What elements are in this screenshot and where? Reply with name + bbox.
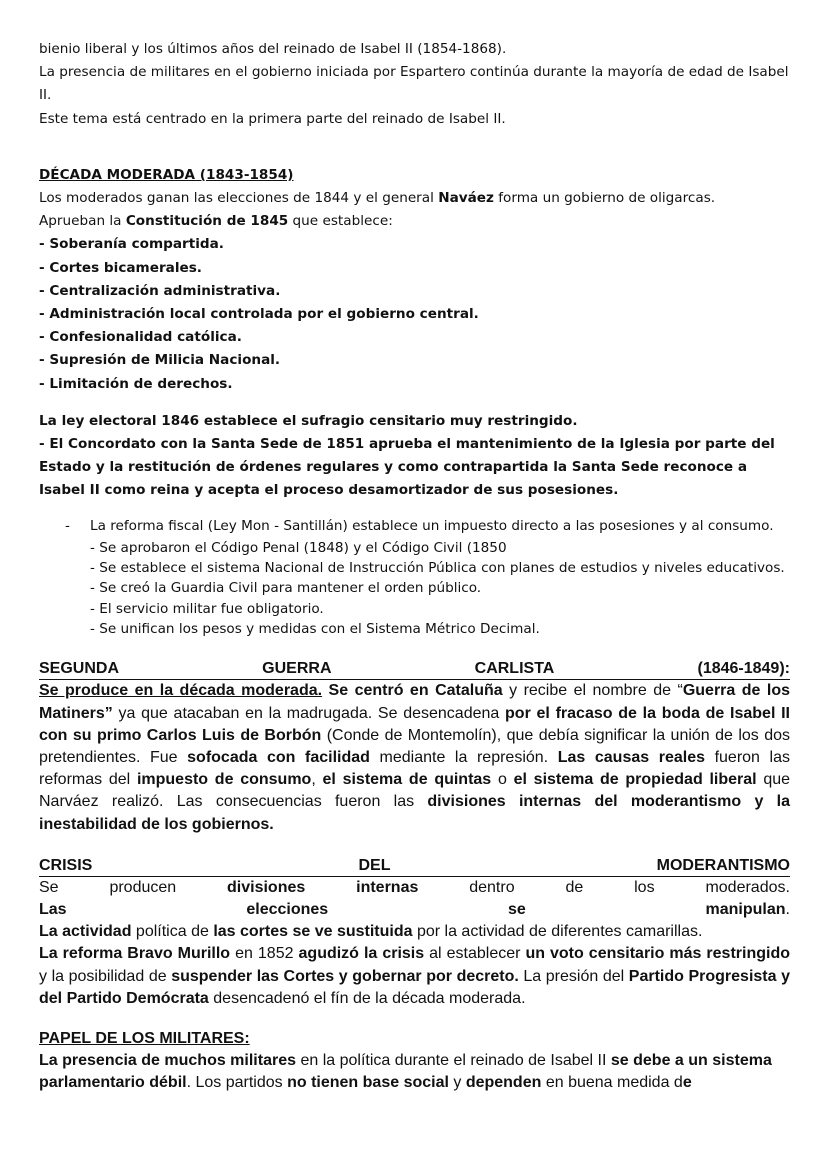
reform-dash: -: [65, 517, 70, 534]
constitution-item: - Limitación de derechos.: [39, 375, 233, 392]
reform-item: - Se creó la Guardia Civil para mantener el orden público.: [90, 580, 482, 597]
constitution-item: - Supresión de Milicia Nacional.: [39, 352, 281, 369]
reform-item: - El servicio militar fue obligatorio.: [90, 600, 324, 617]
constitution-item: - Centralización administrativa.: [39, 282, 281, 299]
reform-item: - Se unifican los pesos y medidas con el Sistema Métrico Decimal.: [90, 621, 540, 638]
intro-section: [39, 38, 790, 131]
document-page: [39, 38, 790, 1095]
carlista-heading: SEGUNDA GUERRA CARLISTA (1846-1849):: [39, 659, 790, 680]
intro-line-2: La presencia de militares en el gobierno iniciada por Espartero continúa durante la mayoría de edad de Isabel II.: [39, 64, 789, 104]
militares-paragraph: La presencia de muchos militares en la política durante el reinado de Isabel II se debe a un sistema parlamentario débil. Los partidos no tienen base social y dependen en buena medida de: [39, 1052, 772, 1092]
decada-section: [39, 164, 790, 640]
crisis-paragraph-3: La actividad política de las cortes se ve sustituida por la actividad de diferentes camarillas.: [39, 923, 703, 941]
militares-section: [39, 1028, 790, 1095]
reform-item: - Se aprobaron el Código Penal (1848) y el Código Civil (1850: [90, 539, 507, 556]
intro-line-3: Este tema está centrado en la primera parte del reinado de Isabel II.: [39, 110, 506, 127]
constitution-item: - Confesionalidad católica.: [39, 329, 242, 346]
concordato: - El Concordato con la Santa Sede de 1851 aprueba el mantenimiento de la Iglesia por parte del Estado y la restitución de órdenes regulares y como contrapartida la Santa Sede reconoce a Isabel II como reina y acepta el proceso desamortizador de sus posesiones.: [39, 436, 775, 499]
crisis-heading: CRISIS DEL MODERANTISMO: [39, 856, 790, 877]
decada-paragraph-1: Los moderados ganan las elecciones de 1844 y el general Naváez forma un gobierno de oligarcas.: [39, 190, 716, 207]
constitution-item: - Cortes bicamerales.: [39, 259, 202, 276]
constitution-item: - Soberanía compartida.: [39, 236, 224, 253]
carlista-section: [39, 659, 790, 835]
reform-item: - Se establece el sistema Nacional de Instrucción Pública con planes de estudios y niveles educativos.: [90, 560, 785, 577]
ley-electoral: La ley electoral 1846 establece el sufragio censitario muy restringido.: [39, 412, 578, 429]
crisis-section: [39, 856, 790, 1010]
crisis-paragraph-4: La reforma Bravo Murillo en 1852 agudizó la crisis al establecer un voto censitario más restringido y la posibilidad de suspender las Cortes y gobernar por decreto. La presión del Partido Progresista y del Partido Demócrata desencadenó el fín de la década moderada.: [39, 945, 791, 1007]
reform-item: La reforma fiscal (Ley Mon - Santillán) establece un impuesto directo a las posesiones y al consumo.: [90, 517, 774, 534]
decada-paragraph-2: Aprueban la Constitución de 1845 que establece:: [39, 213, 393, 230]
decada-heading: DÉCADA MODERADA (1843-1854): [39, 166, 294, 183]
reform-list: [39, 515, 790, 640]
intro-line-1: bienio liberal y los últimos años del reinado de Isabel II (1854-1868).: [39, 41, 507, 57]
constitution-item: - Administración local controlada por el gobierno central.: [39, 306, 479, 323]
crisis-line-1: Se producen divisiones internas dentro de los moderados.: [39, 878, 790, 896]
crisis-line-2: Las elecciones se manipulan.: [39, 900, 790, 918]
carlista-paragraph: Se produce en la década moderada. Se centró en Cataluña y recibe el nombre de “Guerra de los Matiners” ya que atacaban en la madrugada. Se desencadena por el fracaso de la boda de Isabel II con su primo Carlos Luis de Borbón (Conde de Montemolín), que debía significar la unión de los dos pretendientes. Fue sofocada con facilidad mediante la represión. Las causas reales fueron las reformas del impuesto de consumo, el sistema de quintas o el sistema de propiedad liberal que Narváez realizó. Las consecuencias fueron las divisiones internas del moderantismo y la inestabilidad de los gobiernos.: [39, 682, 791, 833]
militares-heading: PAPEL DE LOS MILITARES:: [39, 1029, 250, 1047]
